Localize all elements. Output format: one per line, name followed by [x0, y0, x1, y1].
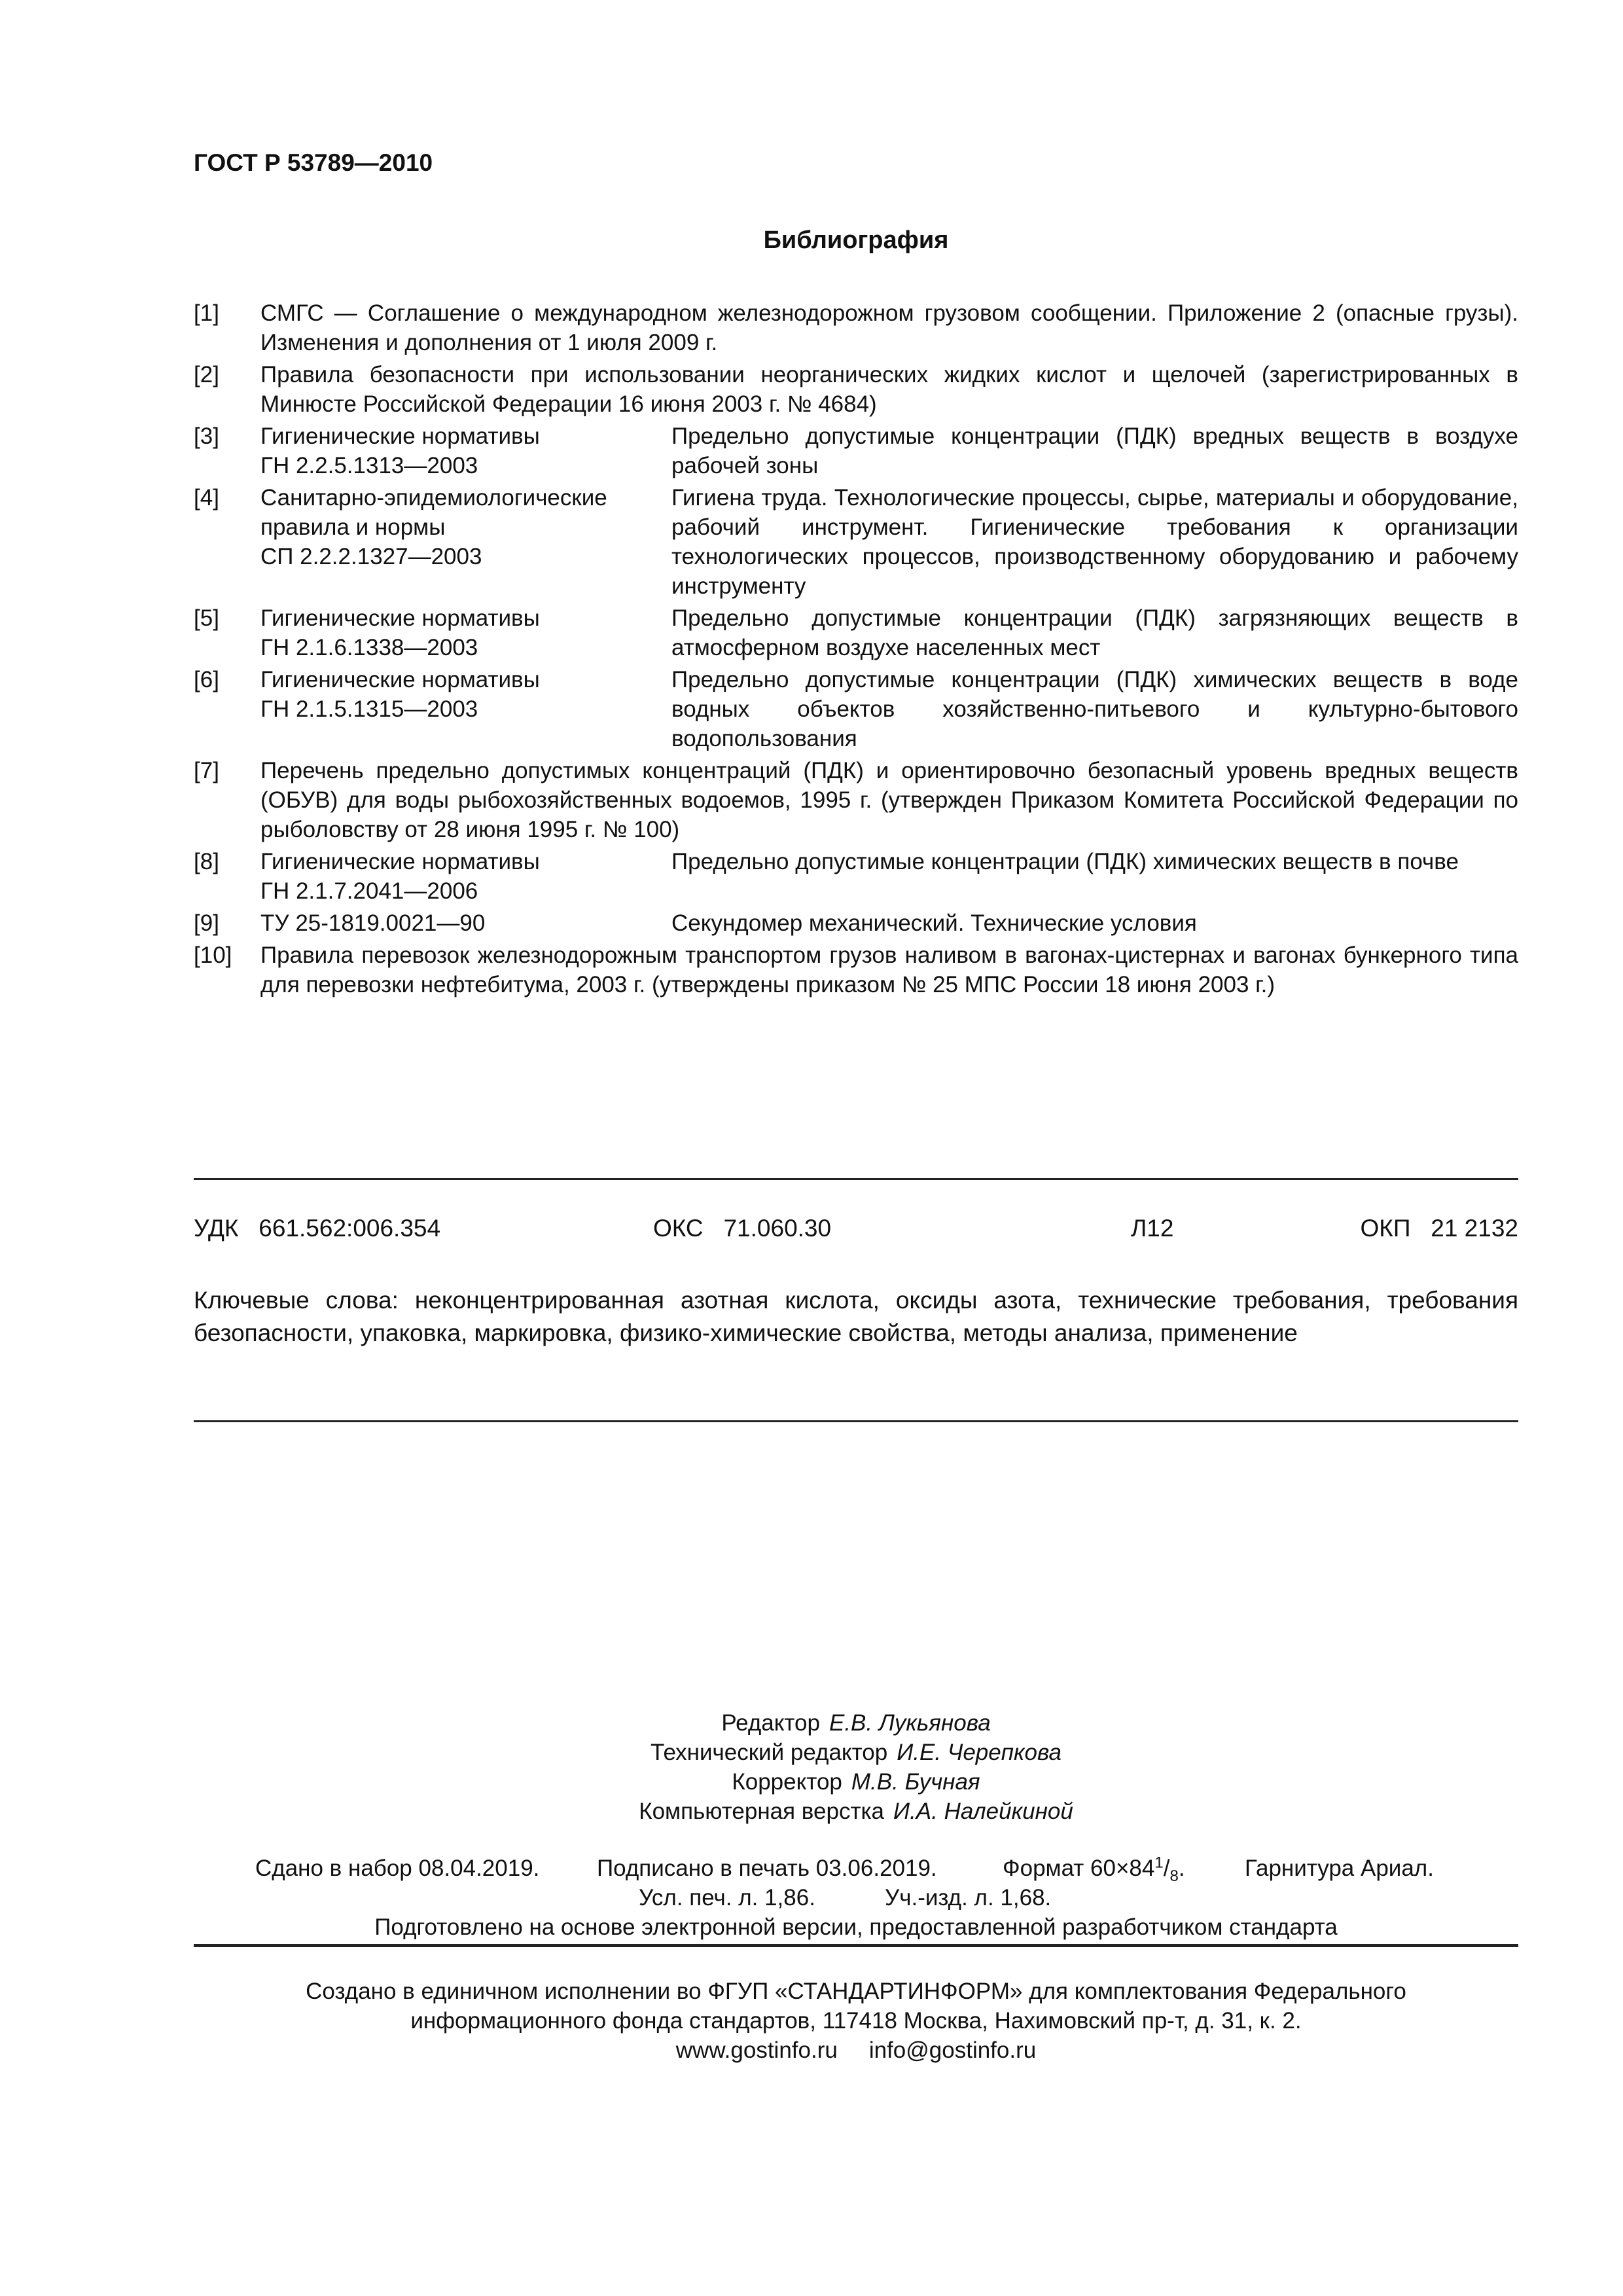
bibliography-entry	[194, 665, 1518, 753]
credit-label: Компьютерная верстка	[639, 1799, 885, 1824]
entry-title: Гигиена труда. Технологические процессы, сырье, материалы и оборудование, рабочий инструмент. Гигиенические требования к организации технологических процессов, производственному оборудованию и рабочему инструменту	[671, 485, 1518, 599]
credit-label: Технический редактор	[651, 1740, 888, 1765]
bibliography-entry	[194, 756, 1518, 844]
entry-number: [1]	[194, 300, 219, 326]
footer-links	[194, 2036, 1518, 2065]
entry-number: [8]	[194, 849, 219, 874]
entry-title: Предельно допустимые концентрации (ПДК) химических веществ в почве	[671, 849, 1459, 874]
okp-code: ОКП 21 2132	[1360, 1215, 1518, 1242]
paper-format	[1003, 1854, 1185, 1883]
website-link[interactable]: www.gostinfo.ru	[675, 2037, 838, 2063]
publishing-row-2	[194, 1883, 1518, 1912]
format-sub: 8	[1169, 1867, 1179, 1885]
email-link[interactable]: info@gostinfo.ru	[868, 2037, 1037, 2063]
bibliography-entry	[194, 422, 1518, 480]
entry-document: Санитарно-эпидемиологические правила и нормы СП 2.2.2.1327—2003	[260, 485, 607, 569]
entry-document: Гигиенические нормативы ГН 2.1.5.1315—2003	[260, 667, 540, 722]
bibliography-entry	[194, 483, 1518, 601]
format-slash: /	[1163, 1856, 1170, 1881]
print-sheets: Усл. печ. л. 1,86.	[639, 1885, 815, 1910]
keywords: Ключевые слова: неконцентрированная азотная кислота, оксиды азота, технические требования, требования безопасности, упаковка, маркировка, физико-химические свойства, методы анализа, применение	[194, 1287, 1518, 1346]
footer-line-2: информационного фонда стандартов, 117418 Москва, Нахимовский пр-т, д. 31, к. 2.	[410, 2008, 1302, 2034]
entry-number: [5]	[194, 605, 219, 631]
entry-number: [6]	[194, 667, 219, 692]
divider-top	[194, 1178, 1518, 1180]
entry-document: Гигиенические нормативы ГН 2.1.7.2041—2006	[260, 849, 540, 904]
entry-document: ТУ 25-1819.0021—90	[260, 910, 486, 936]
credit-name: Е.В. Лукьянова	[829, 1710, 991, 1736]
credit-name: И.Е. Черепкова	[897, 1740, 1061, 1765]
entry-title: Секундомер механический. Технические условия	[671, 910, 1197, 936]
entry-title: Предельно допустимые концентрации (ПДК) загрязняющих веществ в атмосферном воздухе населенных мест	[671, 605, 1518, 660]
bibliography-entry	[194, 908, 1518, 938]
udk-code: УДК 661.562:006.354	[194, 1215, 441, 1242]
publishing-row-1	[194, 1854, 1518, 1883]
bibliography-entry	[194, 941, 1518, 999]
entry-number: [4]	[194, 485, 219, 511]
oks-code: ОКС 71.060.30	[653, 1215, 832, 1242]
bibliography-entry	[194, 847, 1518, 906]
entry-title: Предельно допустимые концентрации (ПДК) вредных веществ в воздухе рабочей зоны	[671, 423, 1518, 478]
divider-bottom	[194, 1944, 1518, 1947]
publishing-sheets: Уч.-изд. л. 1,68.	[885, 1885, 1052, 1910]
entry-title: Предельно допустимые концентрации (ПДК) химических веществ в воде водных объектов хозяйственно-питьевого и культурно-бытового водопользования	[671, 667, 1518, 751]
entry-number: [10]	[194, 942, 232, 968]
entry-document: Гигиенические нормативы ГН 2.1.6.1338—2003	[260, 605, 540, 660]
l-code: Л12	[1131, 1215, 1174, 1242]
bibliography-title: Библиография	[763, 226, 949, 254]
publishing-info	[194, 1854, 1518, 1942]
credit-label: Корректор	[732, 1769, 842, 1795]
footer	[194, 1977, 1518, 2065]
credit-name: М.В. Бучная	[851, 1769, 980, 1795]
entry-text: Правила безопасности при использовании неорганических жидких кислот и щелочей (зарегистрированных в Минюсте Российской Федерации 16 июня 2003 г. № 4684)	[260, 362, 1518, 417]
bibliography-entry	[194, 603, 1518, 662]
typeface: Гарнитура Ариал.	[1245, 1856, 1434, 1881]
document-code: ГОСТ Р 53789—2010	[194, 149, 433, 176]
entry-document: Гигиенические нормативы ГН 2.2.5.1313—2003	[260, 423, 540, 478]
bibliography-entry	[194, 298, 1518, 357]
credit-layout	[194, 1797, 1518, 1826]
entry-text: СМГС — Соглашение о международном железнодорожном грузовом сообщении. Приложение 2 (опасные грузы). Изменения и дополнения от 1 июля 2009 г.	[260, 300, 1518, 355]
credit-editor	[194, 1708, 1518, 1738]
format-prefix: Формат 60×84	[1003, 1856, 1155, 1881]
bibliography-entry	[194, 360, 1518, 419]
credit-name: И.А. Налейкиной	[893, 1799, 1073, 1824]
footer-line-1: Создано в единичном исполнении во ФГУП «СТАНДАРТИНФОРМ» для комплектования Федерального	[306, 1979, 1406, 2004]
classification-codes	[194, 1215, 1518, 1247]
entry-number: [9]	[194, 910, 219, 936]
prepared-note: Подготовлено на основе электронной версии, предоставленной разработчиком стандарта	[374, 1914, 1338, 1940]
entry-number: [3]	[194, 423, 219, 449]
bibliography-list	[194, 298, 1518, 1002]
signed-date: Подписано в печать 03.06.2019.	[597, 1856, 937, 1881]
entry-text: Правила перевозок железнодорожным транспортом грузов наливом в вагонах-цистернах и вагонах бункерного типа для перевозки нефтебитума, 2003 г. (утверждены приказом № 25 МПС России 18 июня 2003 г.)	[260, 942, 1518, 997]
credits	[194, 1708, 1518, 1826]
credit-label: Редактор	[721, 1710, 820, 1736]
entry-number: [2]	[194, 362, 219, 387]
credit-tech-editor	[194, 1738, 1518, 1767]
credit-corrector	[194, 1767, 1518, 1797]
format-end: .	[1178, 1856, 1185, 1881]
format-sup: 1	[1154, 1854, 1164, 1872]
divider-keywords	[194, 1420, 1518, 1422]
entry-number: [7]	[194, 758, 219, 783]
submitted-date: Сдано в набор 08.04.2019.	[255, 1856, 540, 1881]
entry-text: Перечень предельно допустимых концентраций (ПДК) и ориентировочно безопасный уровень вредных веществ (ОБУВ) для воды рыбохозяйственных водоемов, 1995 г. (утвержден Приказом Комитета Российской Федерации по рыболовству от 28 июня 1995 г. № 100)	[260, 758, 1518, 842]
